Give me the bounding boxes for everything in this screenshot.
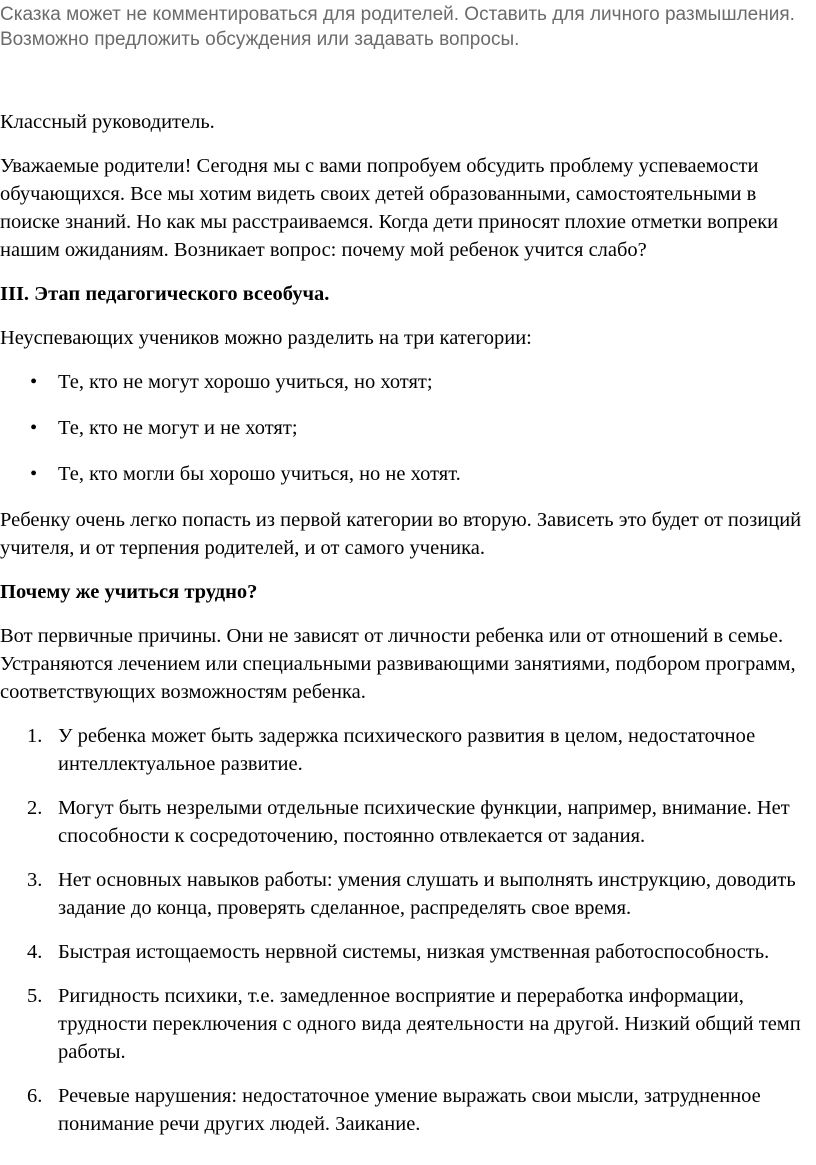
list-item-text: Те, кто не могут и не хотят; xyxy=(58,417,298,439)
list-item-text: Могут быть незрелыми отдельные психические функции, например, внимание. Нет способности к сосредоточению, постоянно отвлекается от задания. xyxy=(58,797,790,847)
list-number: 2. xyxy=(27,797,43,819)
list-item xyxy=(0,368,816,396)
list-item-text: Те, кто могли бы хорошо учиться, но не хотят. xyxy=(58,463,461,485)
list-item xyxy=(0,866,816,922)
section-heading: III. Этап педагогического всеобуча. xyxy=(0,283,330,305)
list-item xyxy=(0,460,816,488)
causes-intro: Вот первичные причины. Они не зависят от личности ребенка или от отношений в семье. Устраняются лечением или специальными развивающими занятиями, подбором программ, соответствующих возможностям ребенка. xyxy=(0,625,796,703)
list-item xyxy=(0,938,816,966)
list-item xyxy=(0,414,816,442)
categories-intro: Неуспевающих учеников можно разделить на три категории: xyxy=(0,327,532,349)
intro-note: Сказка может не комментироваться для родителей. Оставить для личного размышления. Возможно предложить обсуждения или задавать вопросы. xyxy=(0,4,795,50)
list-number: 6. xyxy=(27,1085,43,1107)
question-heading: Почему же учиться трудно? xyxy=(0,581,258,603)
list-item xyxy=(0,1082,816,1138)
bullet-icon: • xyxy=(30,417,38,439)
list-item-text: Речевые нарушения: недостаточное умение выражать свои мысли, затрудненное понимание речи других людей. Заикание. xyxy=(58,1085,761,1135)
list-item-text: Быстрая истощаемость нервной системы, низкая умственная работоспособность. xyxy=(58,941,770,963)
list-number: 1. xyxy=(27,725,43,747)
list-number: 4. xyxy=(27,941,43,963)
causes-list xyxy=(0,722,816,1138)
list-item xyxy=(0,794,816,850)
list-item xyxy=(0,982,816,1066)
speaker-line: Классный руководитель. xyxy=(0,111,215,133)
bullet-icon: • xyxy=(30,463,38,485)
list-item-text: Нет основных навыков работы: умения слушать и выполнять инструкцию, доводить задание до конца, проверять сделанное, распределять свое время. xyxy=(58,869,796,919)
categories-list xyxy=(0,368,816,488)
list-item-text: У ребенка может быть задержка психического развития в целом, недостаточное интеллектуальное развитие. xyxy=(58,725,756,775)
list-item xyxy=(0,722,816,778)
address-paragraph: Уважаемые родители! Сегодня мы с вами попробуем обсудить проблему успеваемости обучающихся. Все мы хотим видеть своих детей образованными, самостоятельными в поиске знаний. Но как мы расстраиваемся. Когда дети приносят плохие отметки вопреки нашим ожиданиям. Возникает вопрос: почему мой ребенок учится слабо? xyxy=(0,155,779,261)
transition-paragraph: Ребенку очень легко попасть из первой категории во вторую. Зависеть это будет от позиций учителя, и от терпения родителей, и от самого ученика. xyxy=(0,509,802,559)
list-number: 5. xyxy=(27,985,43,1007)
list-item-text: Те, кто не могут хорошо учиться, но хотят; xyxy=(58,371,433,393)
bullet-icon: • xyxy=(30,371,38,393)
list-item-text: Ригидность психики, т.е. замедленное восприятие и переработка информации, трудности переключения с одного вида деятельности на другой. Низкий общий темп работы. xyxy=(58,985,801,1063)
list-number: 3. xyxy=(27,869,43,891)
document-body xyxy=(0,108,816,1154)
